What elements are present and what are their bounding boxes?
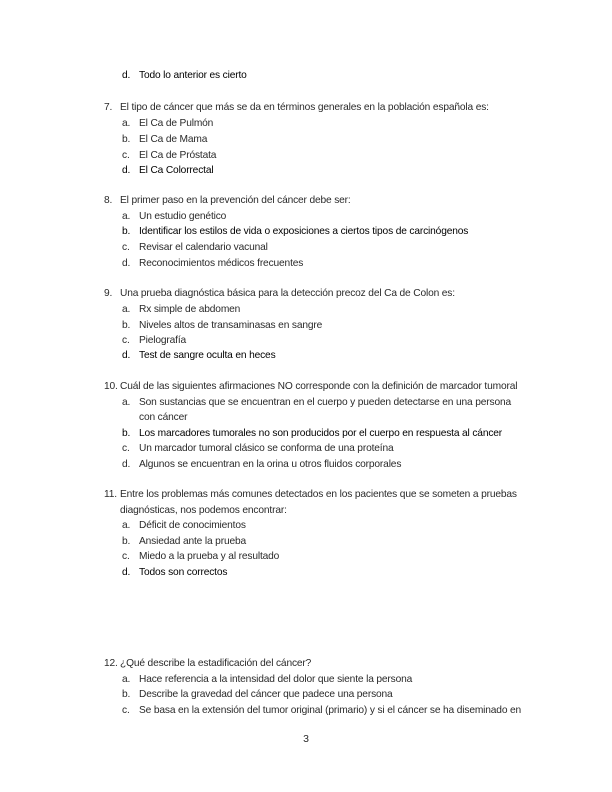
option-text: Describe la gravedad del cáncer que padece una persona (139, 689, 393, 700)
question-number: 9. (104, 288, 113, 299)
option-letter: d. (122, 258, 131, 269)
question-number: 7. (104, 102, 113, 113)
question-text: El tipo de cáncer que más se da en términos generales en la población española es: (120, 102, 489, 113)
option-text: Revisar el calendario vacunal (139, 242, 268, 253)
option-letter: c. (122, 443, 130, 454)
page-number: 3 (303, 733, 309, 745)
option-letter: a. (122, 304, 131, 315)
option-text: Reconocimientos médicos frecuentes (139, 258, 304, 269)
option-text: Hace referencia a la intensidad del dolor que siente la persona (139, 674, 413, 685)
option-letter: b. (122, 536, 131, 547)
option-letter: c. (122, 242, 130, 253)
option-text: Ansiedad ante la prueba (139, 536, 247, 547)
option-letter: a. (122, 211, 131, 222)
option-letter: b. (122, 134, 131, 145)
option-text: Rx simple de abdomen (139, 304, 241, 315)
option-text: Test de sangre oculta en heces (139, 350, 276, 361)
option-text: Se basa en la extensión del tumor original (primario) y si el cáncer se ha diseminado en (139, 705, 522, 716)
option-letter: a. (122, 520, 131, 531)
option-letter: b. (122, 320, 131, 331)
question-text: Entre los problemas más comunes detectados en los pacientes que se someten a pruebas (120, 489, 517, 500)
option-letter: d. (122, 350, 131, 361)
question-number: 11. (104, 489, 117, 500)
option-letter: b. (122, 428, 131, 439)
question-text: diagnósticas, nos podemos encontrar: (120, 505, 287, 516)
option-text: Todo lo anterior es cierto (139, 70, 247, 81)
question-number: 12. (104, 658, 118, 669)
option-text: con cáncer (139, 412, 188, 423)
option-text: El Ca de Pulmón (139, 118, 214, 129)
option-text: Todos son correctos (139, 567, 228, 578)
option-letter: c. (122, 335, 130, 346)
option-text: El Ca de Mama (139, 134, 208, 145)
option-letter: d. (122, 70, 131, 81)
option-text: Son sustancias que se encuentran en el cuerpo y pueden detectarse en una persona (139, 397, 512, 408)
option-letter: a. (122, 674, 131, 685)
option-text: Algunos se encuentran en la orina u otros fluidos corporales (139, 459, 402, 470)
option-text: Pielografía (139, 335, 187, 346)
option-text: Déficit de conocimientos (139, 520, 246, 531)
option-text: El Ca de Próstata (139, 150, 217, 161)
option-letter: d. (122, 459, 131, 470)
option-letter: a. (122, 118, 131, 129)
question-text: Una prueba diagnóstica básica para la detección precoz del Ca de Colon es: (120, 288, 455, 299)
option-letter: b. (122, 689, 131, 700)
question-text: El primer paso en la prevención del cáncer debe ser: (120, 195, 351, 206)
option-letter: a. (122, 397, 131, 408)
question-text: Cuál de las siguientes afirmaciones NO corresponde con la definición de marcador tumoral (120, 381, 518, 392)
option-text: Los marcadores tumorales no son producidos por el cuerpo en respuesta al cáncer (139, 428, 503, 439)
question-number: 8. (104, 195, 113, 206)
option-text: Identificar los estilos de vida o exposiciones a ciertos tipos de carcinógenos (139, 226, 469, 237)
option-text: Miedo a la prueba y al resultado (139, 551, 280, 562)
option-letter: d. (122, 567, 131, 578)
option-letter: c. (122, 150, 130, 161)
option-letter: d. (122, 165, 131, 176)
option-letter: b. (122, 226, 131, 237)
option-text: Un marcador tumoral clásico se conforma de una proteína (139, 443, 394, 454)
option-letter: c. (122, 551, 130, 562)
option-text: Un estudio genético (139, 211, 227, 222)
option-text: Niveles altos de transaminasas en sangre (139, 320, 323, 331)
question-number: 10. (104, 381, 118, 392)
option-text: El Ca Colorrectal (139, 165, 214, 176)
question-text: ¿Qué describe la estadificación del cáncer? (120, 658, 312, 669)
option-letter: c. (122, 705, 130, 716)
